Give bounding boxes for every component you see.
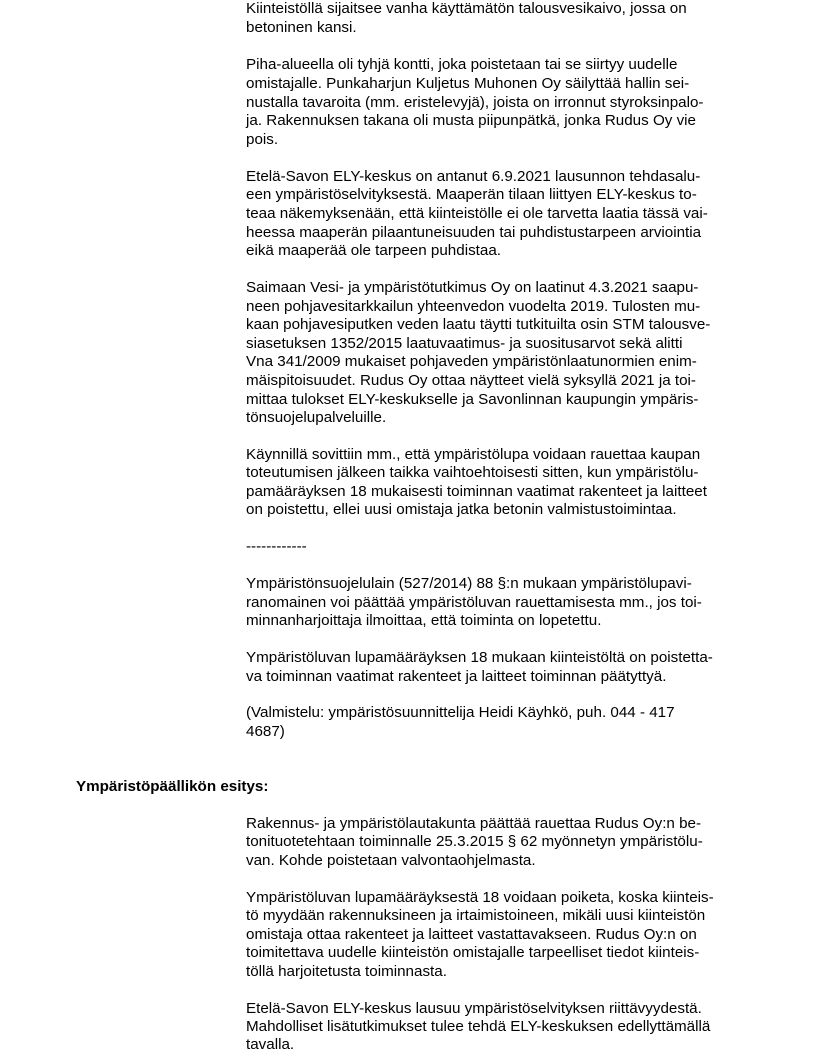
text-line: van. Kohde poistetaan valvontaohjelmasta. <box>246 852 536 869</box>
text-line: Ympäristönsuojelulain (527/2014) 88 §:n mukaan ympäristölupavi- <box>246 575 692 592</box>
text-line: betoninen kansi. <box>246 19 357 36</box>
text-line: mäispitoisuudet. Rudus Oy ottaa näytteet vielä syksyllä 2021 ja toi- <box>246 372 696 389</box>
text-line: Saimaan Vesi- ja ympäristötutkimus Oy on laatinut 4.3.2021 saapu- <box>246 279 699 296</box>
text-line: omistajalle. Punkaharjun Kuljetus Muhonen Oy säilyttää hallin sei- <box>246 75 690 92</box>
text-line: kaan pohjavesiputken veden laatu täytti tutkituilta osin STM talousve- <box>246 316 711 333</box>
text-line: eikä maaperää ole tarpeen puhdistaa. <box>246 242 501 259</box>
separator-line: ------------ <box>246 538 307 555</box>
text-line: tönsuojelupalveluille. <box>246 409 387 426</box>
section-heading: Ympäristöpäällikön esitys: <box>76 778 269 795</box>
text-line: toimitettava uudelle kiinteistön omistajalle tarpeelliset tiedot kiinteis- <box>246 944 700 961</box>
text-line: Ympäristöluvan lupamääräyksen 18 mukaan kiinteistöltä on poistetta- <box>246 649 713 666</box>
text-line: Ympäristöluvan lupamääräyksestä 18 voidaan poiketa, koska kiinteis- <box>246 889 714 906</box>
text-line: neen pohjavesitarkkailun yhteenvedon vuodelta 2019. Tulosten mu- <box>246 298 701 315</box>
text-line: teaa näkemyksenään, että kiinteistölle ei ole tarvetta laatia tässä vai- <box>246 205 708 222</box>
text-line: on poistettu, ellei uusi omistaja jatka betonin valmistustoimintaa. <box>246 501 677 518</box>
text-line: minnanharjoittaja ilmoittaa, että toiminta on lopetettu. <box>246 612 602 629</box>
text-line: ja. Rakennuksen takana oli musta piipunpätkä, jonka Rudus Oy vie <box>246 112 696 129</box>
text-line: mittaa tulokset ELY-keskukselle ja Savonlinnan kaupungin ympäris- <box>246 391 699 408</box>
text-line: 4687) <box>246 723 285 740</box>
text-line: Kiinteistöllä sijaitsee vanha käyttämätön talousvesikaivo, jossa on <box>246 0 687 17</box>
text-line: (Valmistelu: ympäristösuunnittelija Heidi Käyhkö, puh. 044 - 417 <box>246 704 675 721</box>
text-line: Etelä-Savon ELY-keskus lausuu ympäristöselvityksen riittävyydestä. <box>246 1000 702 1017</box>
text-line: Vna 341/2009 mukaiset pohjaveden ympäristönlaatunormien enim- <box>246 353 697 370</box>
text-line: toteutumisen jälkeen taikka vaihtoehtoisesti sitten, kun ympäristölu- <box>246 464 699 481</box>
text-line: siasetuksen 1352/2015 laatuvaatimus- ja suositusarvot sekä alitti <box>246 335 683 352</box>
text-line: een ympäristöselvityksestä. Maaperän tilaan liittyen ELY-keskus to- <box>246 186 697 203</box>
text-line: Mahdolliset lisätutkimukset tulee tehdä ELY-keskuksen edellyttämällä <box>246 1018 711 1035</box>
text-line: Etelä-Savon ELY-keskus on antanut 6.9.2021 lausunnon tehdasalu- <box>246 168 701 185</box>
text-line: Piha-alueella oli tyhjä kontti, joka poistetaan tai se siirtyy uudelle <box>246 56 678 73</box>
text-line: omistaja ottaa rakenteet ja laitteet vastattavakseen. Rudus Oy:n on <box>246 926 697 943</box>
text-line: nustalla tavaroita (mm. eristelevyjä), joista on irronnut styroksinpalo- <box>246 94 704 111</box>
text-line: tonituotetehtaan toiminnalle 25.3.2015 § 62 myönnetyn ympäristölu- <box>246 833 703 850</box>
text-line: tavalla. <box>246 1036 295 1053</box>
text-line: heessa maaperän pilaantuneisuuden tai puhdistustarpeen arviointia <box>246 224 702 241</box>
text-line: Rakennus- ja ympäristölautakunta päättää rauettaa Rudus Oy:n be- <box>246 815 702 832</box>
text-line: töllä harjoitetusta toiminnasta. <box>246 963 447 980</box>
text-line: tö myydään rakennuksineen ja irtaimistoineen, mikäli uusi kiinteistön <box>246 907 706 924</box>
text-line: Käynnillä sovittiin mm., että ympäristölupa voidaan rauettaa kaupan <box>246 446 701 463</box>
text-line: ranomainen voi päättää ympäristöluvan rauettamisesta mm., jos toi- <box>246 594 702 611</box>
text-line: pois. <box>246 131 279 148</box>
text-line: pamääräyksen 18 mukaisesti toiminnan vaatimat rakenteet ja laitteet <box>246 483 707 500</box>
text-line: va toiminnan vaatimat rakenteet ja laitteet toiminnan päätyttyä. <box>246 668 667 685</box>
